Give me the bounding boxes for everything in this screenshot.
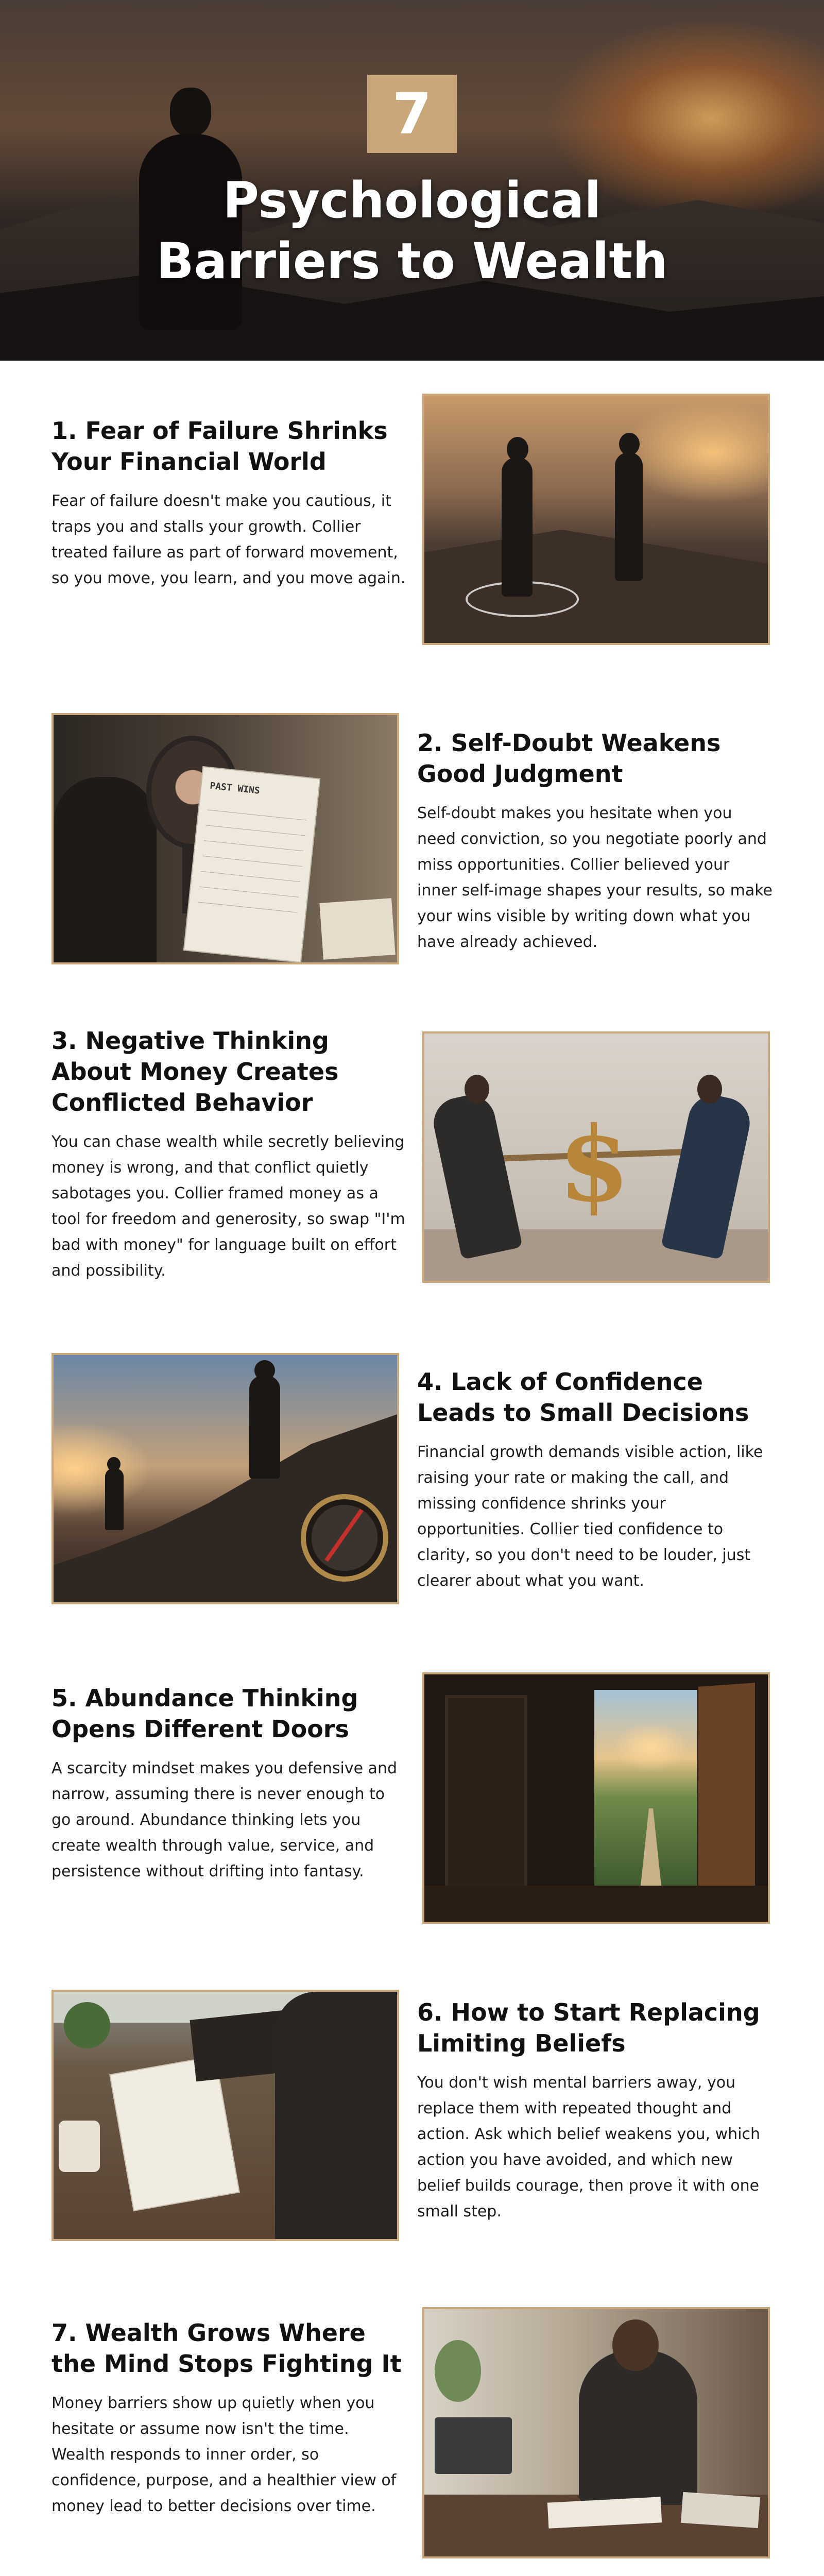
- section-1: [0, 386, 824, 706]
- section-5-text: [52, 1683, 407, 1885]
- mirror-and-wins-notebook-image: [52, 713, 399, 964]
- section-1-title: 1. Fear of Failure Shrinks Your Financial World: [52, 417, 388, 476]
- section-5-title: 5. Abundance Thinking Opens Different Doors: [52, 1684, 358, 1743]
- section-3-title: 3. Negative Thinking About Money Creates Conflicted Behavior: [52, 1027, 339, 1116]
- section-7-body: Money barriers show up quietly when you hesitate or assume now isn't the time. Wealth responds to inner order, so confidence, purpose, and a healthier view of money lead to better decisions over time.: [52, 2394, 397, 2515]
- section-4-text: [417, 1366, 772, 1594]
- section-4-title: 4. Lack of Confidence Leads to Small Decisions: [417, 1368, 749, 1427]
- section-5-body: A scarcity mindset makes you defensive and narrow, assuming there is never enough to go around. Abundance thinking lets you create wealth through value, service, and persistence without drifting into fantasy.: [52, 1759, 398, 1880]
- notebook-heading: PAST WINS: [209, 780, 261, 796]
- section-2-text: [417, 727, 772, 955]
- open-door-landscape-image: [422, 1672, 770, 1924]
- section-2-title: 2. Self-Doubt Weakens Good Judgment: [417, 729, 721, 788]
- section-7: [0, 2303, 824, 2576]
- number-badge: 7: [367, 75, 457, 153]
- page-title-line1: Psychological: [222, 172, 602, 229]
- section-3-body: You can chase wealth while secretly believing money is wrong, and that conflict quietly sabotages you. Collier framed money as a tool for freedom and generosity, so swap "I'm bad with money" for language built on effort and possibility.: [52, 1133, 405, 1280]
- tug-of-war-dollar-image: [422, 1031, 770, 1283]
- section-6-body: You don't wish mental barriers away, you replace them with repeated thought and action. Ask which belief weakens you, which action you have avoided, and which new belief builds courage, then prove it with one small step.: [417, 2074, 761, 2221]
- section-5: [0, 1664, 824, 1984]
- man-working-at-desk-image: [422, 2307, 770, 2558]
- section-2-body: Self-doubt makes you hesitate when you need conviction, so you negotiate poorly and miss opportunities. Collier believed your inner self-image shapes your results, so make your wins visible by writing down what you have already achieved.: [417, 804, 772, 951]
- section-1-body: Fear of failure doesn't make you cautious, it traps you and stalls your growth. Collier treated failure as part of forward movement, so you move, you learn, and you move again.: [52, 492, 406, 587]
- section-4: [0, 1345, 824, 1664]
- section-6-text: [417, 1997, 772, 2225]
- section-7-title: 7. Wealth Grows Where the Mind Stops Fighting It: [52, 2319, 402, 2378]
- section-4-body: Financial growth demands visible action, like raising your rate or making the call, and missing confidence shrinks your opportunities. Collier tied confidence to clarity, so you don't need to be louder, just clearer about what you want.: [417, 1443, 763, 1590]
- section-7-text: [52, 2317, 407, 2519]
- dollar-sign-icon: $: [558, 1104, 630, 1225]
- header-banner: [0, 0, 824, 361]
- section-3-text: [52, 1025, 407, 1284]
- section-6-title: 6. How to Start Replacing Limiting Beliefs: [417, 1998, 760, 2057]
- climbing-stairs-compass-image: [52, 1353, 399, 1604]
- section-3: [0, 1025, 824, 1345]
- page-title-line2: Barriers to Wealth: [156, 232, 668, 290]
- page-title: [154, 170, 670, 292]
- writing-in-notebook-image: [52, 1990, 399, 2241]
- section-2: [0, 706, 824, 1025]
- two-men-on-cliff-image: [422, 394, 770, 645]
- section-1-text: [52, 415, 407, 591]
- section-6: [0, 1984, 824, 2303]
